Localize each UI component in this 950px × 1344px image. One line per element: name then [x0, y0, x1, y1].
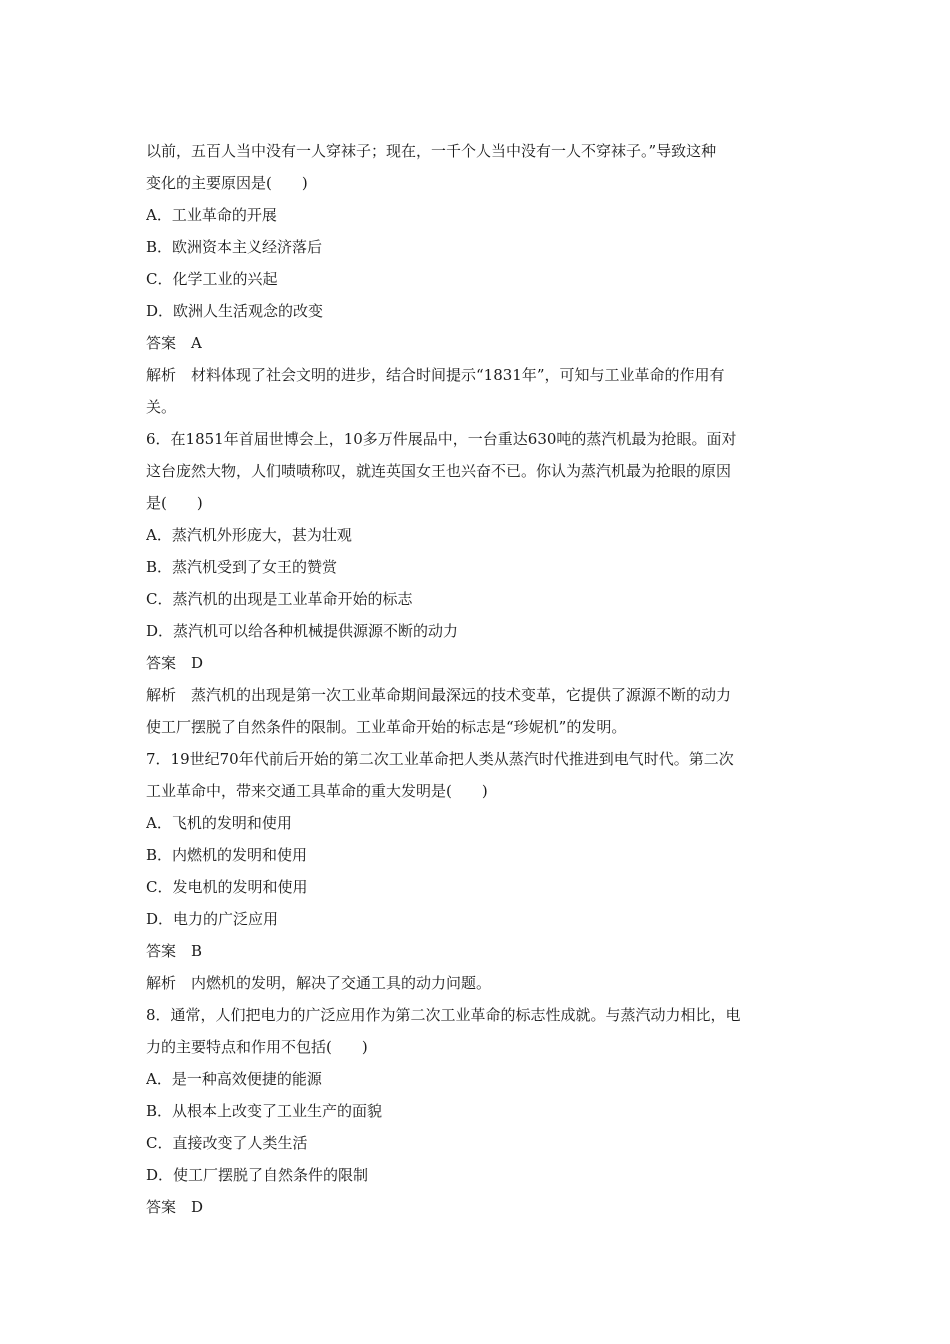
analysis-line: 关。	[146, 398, 177, 416]
analysis-line: 解析 蒸汽机的出现是第一次工业革命期间最深远的技术变革，它提供了源源不断的动力	[146, 686, 732, 704]
question-8-line: 8．通常，人们把电力的广泛应用作为第二次工业革命的标志性成就。与蒸汽动力相比，电	[146, 1006, 741, 1024]
option-a: A．蒸汽机外形庞大，甚为壮观	[146, 526, 352, 544]
option-a: A．工业革命的开展	[146, 206, 277, 224]
option-b: B．从根本上改变了工业生产的面貌	[146, 1102, 383, 1120]
option-b: B．欧洲资本主义经济落后	[146, 238, 323, 256]
analysis-line: 解析 内燃机的发明，解决了交通工具的动力问题。	[146, 974, 492, 992]
option-a: A．飞机的发明和使用	[146, 814, 292, 832]
answer-line: 答案 D	[146, 1198, 204, 1216]
question-6-line: 是( )	[146, 494, 203, 512]
answer-line: 答案 A	[146, 334, 202, 352]
text-line: 以前，五百人当中没有一人穿袜子；现在，一千个人当中没有一人不穿袜子。”导致这种	[146, 142, 717, 160]
option-d: D．电力的广泛应用	[146, 910, 279, 928]
option-c: C．蒸汽机的出现是工业革命开始的标志	[146, 590, 413, 608]
question-6-line: 6．在1851年首届世博会上，10多万件展品中，一台重达630吨的蒸汽机最为抢眼。面对	[146, 430, 737, 448]
question-8-line: 力的主要特点和作用不包括( )	[146, 1038, 368, 1056]
option-c: C．发电机的发明和使用	[146, 878, 308, 896]
question-6-line: 这台庞然大物，人们啧啧称叹，就连英国女王也兴奋不已。你认为蒸汽机最为抢眼的原因	[146, 462, 732, 480]
question-7-line: 工业革命中，带来交通工具革命的重大发明是( )	[146, 782, 488, 800]
option-d: D．欧洲人生活观念的改变	[146, 302, 324, 320]
analysis-line: 使工厂摆脱了自然条件的限制。工业革命开始的标志是“珍妮机”的发明。	[146, 718, 627, 736]
option-d: D．蒸汽机可以给各种机械提供源源不断的动力	[146, 622, 459, 640]
option-c: C．直接改变了人类生活	[146, 1134, 308, 1152]
option-b: B．蒸汽机受到了女王的赞赏	[146, 558, 338, 576]
answer-line: 答案 B	[146, 942, 203, 960]
option-c: C．化学工业的兴起	[146, 270, 278, 288]
option-a: A．是一种高效便捷的能源	[146, 1070, 322, 1088]
question-stem-line: 变化的主要原因是( )	[146, 174, 308, 192]
answer-line: 答案 D	[146, 654, 204, 672]
question-7-line: 7．19世纪70年代前后开始的第二次工业革命把人类从蒸汽时代推进到电气时代。第二次	[146, 750, 734, 768]
document-page	[146, 135, 810, 1223]
option-d: D．使工厂摆脱了自然条件的限制	[146, 1166, 369, 1184]
analysis-line: 解析 材料体现了社会文明的进步，结合时间提示“1831年”，可知与工业革命的作用有	[146, 366, 725, 384]
option-b: B．内燃机的发明和使用	[146, 846, 308, 864]
